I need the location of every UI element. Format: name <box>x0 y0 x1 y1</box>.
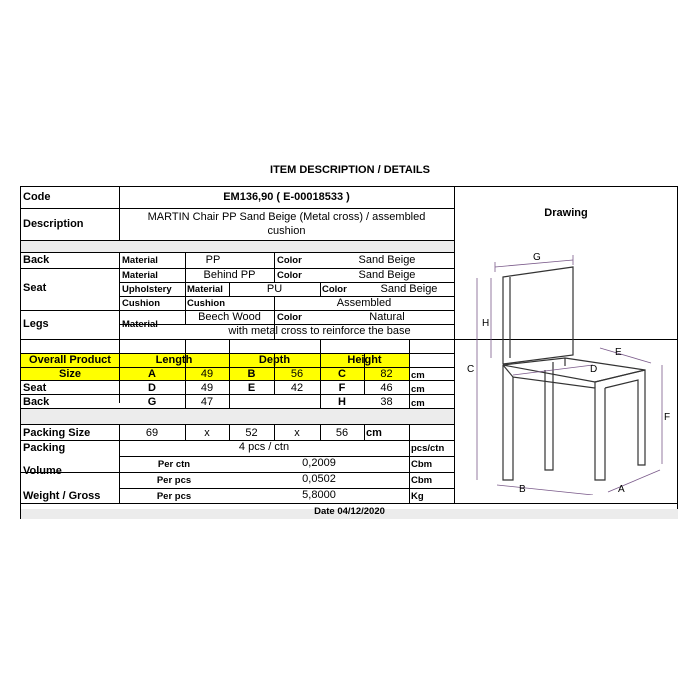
seat-label: Seat <box>23 282 47 294</box>
cushion-sub-label: Cushion <box>187 298 225 309</box>
packing-x2: x <box>294 427 300 439</box>
length-header: Length <box>155 354 193 366</box>
dim-a-value: 49 <box>200 368 214 380</box>
seat-color: Sand Beige <box>358 269 416 281</box>
volume-per-ctn: 0,2009 <box>302 457 336 469</box>
legs-color: Natural <box>369 311 405 323</box>
weight-label: Weight / Gross <box>23 490 101 502</box>
legs-color-label: Color <box>277 312 302 323</box>
spacer-row <box>21 408 454 424</box>
seat-color-label: Color <box>277 270 302 281</box>
packing-size-unit: cm <box>366 427 382 439</box>
upholstery-color-label: Color <box>322 284 347 295</box>
drawing-label-b: B <box>519 484 526 495</box>
drawing-label-h: H <box>482 318 490 329</box>
volume-unit-ctn: Cbm <box>411 459 433 470</box>
dim-b-label: B <box>247 368 256 380</box>
drawing-label-e: E <box>615 347 622 358</box>
upholstery-material-label: Material <box>187 284 223 295</box>
dim-d-label: D <box>148 382 156 394</box>
back-dims-unit: cm <box>411 398 425 409</box>
date: Date 04/12/2020 <box>314 506 385 517</box>
cushion-label: Cushion <box>122 298 160 309</box>
page-title: ITEM DESCRIPTION / DETAILS <box>270 164 430 176</box>
code-label: Code <box>23 191 51 203</box>
drawing-label-a: A <box>618 484 625 495</box>
seat-dims-unit: cm <box>411 384 425 395</box>
description-label: Description <box>23 218 84 230</box>
legs-material-label: Material <box>122 319 158 330</box>
packing-length: 69 <box>145 427 159 439</box>
overall-label: Overall Product <box>29 354 111 366</box>
back-color-label: Color <box>277 255 302 266</box>
upholstery-color: Sand Beige <box>380 283 438 295</box>
dim-e-value: 42 <box>290 382 304 394</box>
height-header: Height <box>347 354 382 366</box>
code-value: EM136,90 ( E-00018533 ) <box>223 191 350 203</box>
weight-unit: Kg <box>411 491 424 502</box>
packing-size-label: Packing Size <box>23 427 91 439</box>
description-line2: cushion <box>267 225 306 237</box>
drawing-label-f: F <box>664 412 671 423</box>
upholstery-material: PU <box>266 283 283 295</box>
dim-h-value: 38 <box>380 396 393 408</box>
weight-per-pcs-label: Per pcs <box>156 491 192 502</box>
back-label: Back <box>23 254 50 266</box>
volume-label: Volume <box>23 465 62 477</box>
packing-x1: x <box>204 427 210 439</box>
seat-material: Behind PP <box>203 269 256 281</box>
dim-f-label: F <box>338 382 346 394</box>
back-material: PP <box>205 254 221 266</box>
volume-per-pcs-label: Per pcs <box>156 475 192 486</box>
dim-g-label: G <box>147 396 157 408</box>
dim-c-value: 82 <box>380 368 393 380</box>
weight-value: 5,8000 <box>302 489 336 501</box>
dim-g-value: 47 <box>200 396 214 408</box>
overall-unit: cm <box>411 370 425 381</box>
dim-a-label: A <box>148 368 156 380</box>
side-frame <box>595 370 645 465</box>
volume-per-ctn-label: Per ctn <box>157 459 191 470</box>
packing-label: Packing <box>23 442 66 454</box>
dim-d-value: 49 <box>200 382 214 394</box>
seat-material-label: Material <box>122 270 158 281</box>
chair-drawing <box>455 240 680 495</box>
legs-note: with metal cross to reinforce the base <box>228 325 411 337</box>
back-color: Sand Beige <box>358 254 416 266</box>
dim-f-value: 46 <box>380 382 393 394</box>
overall-size-label: Size <box>58 368 81 380</box>
dim-c-label: C <box>338 368 346 380</box>
drawing-label-d: D <box>590 364 598 375</box>
legs-label: Legs <box>23 318 49 330</box>
description-line1: MARTIN Chair PP Sand Beige (Metal cross) / assembled <box>147 211 426 223</box>
back-dims-label: Back <box>23 396 50 408</box>
cushion-value: Assembled <box>336 297 392 309</box>
back-material-label: Material <box>122 255 158 266</box>
backrest-shape <box>503 267 573 364</box>
packing-value: 4 pcs / ctn <box>238 441 290 453</box>
packing-unit: pcs/ctn <box>411 443 445 454</box>
upholstery-label: Upholstery <box>122 284 172 295</box>
packing-height: 56 <box>335 427 349 439</box>
drawing-label-g: G <box>533 252 541 263</box>
dim-h-label: H <box>338 396 346 408</box>
volume-unit-pcs: Cbm <box>411 475 433 486</box>
drawing-header: Drawing <box>544 207 588 219</box>
seat-dims-label: Seat <box>23 382 47 394</box>
dim-b-value: 56 <box>290 368 304 380</box>
depth-header: Depth <box>258 354 291 366</box>
dim-e-label: E <box>247 382 256 394</box>
volume-per-pcs: 0,0502 <box>302 473 336 485</box>
spacer-row <box>21 240 454 252</box>
legs-material: Beech Wood <box>198 311 261 323</box>
drawing-label-c: C <box>467 364 475 375</box>
front-frame <box>503 365 605 480</box>
packing-width: 52 <box>245 427 258 439</box>
